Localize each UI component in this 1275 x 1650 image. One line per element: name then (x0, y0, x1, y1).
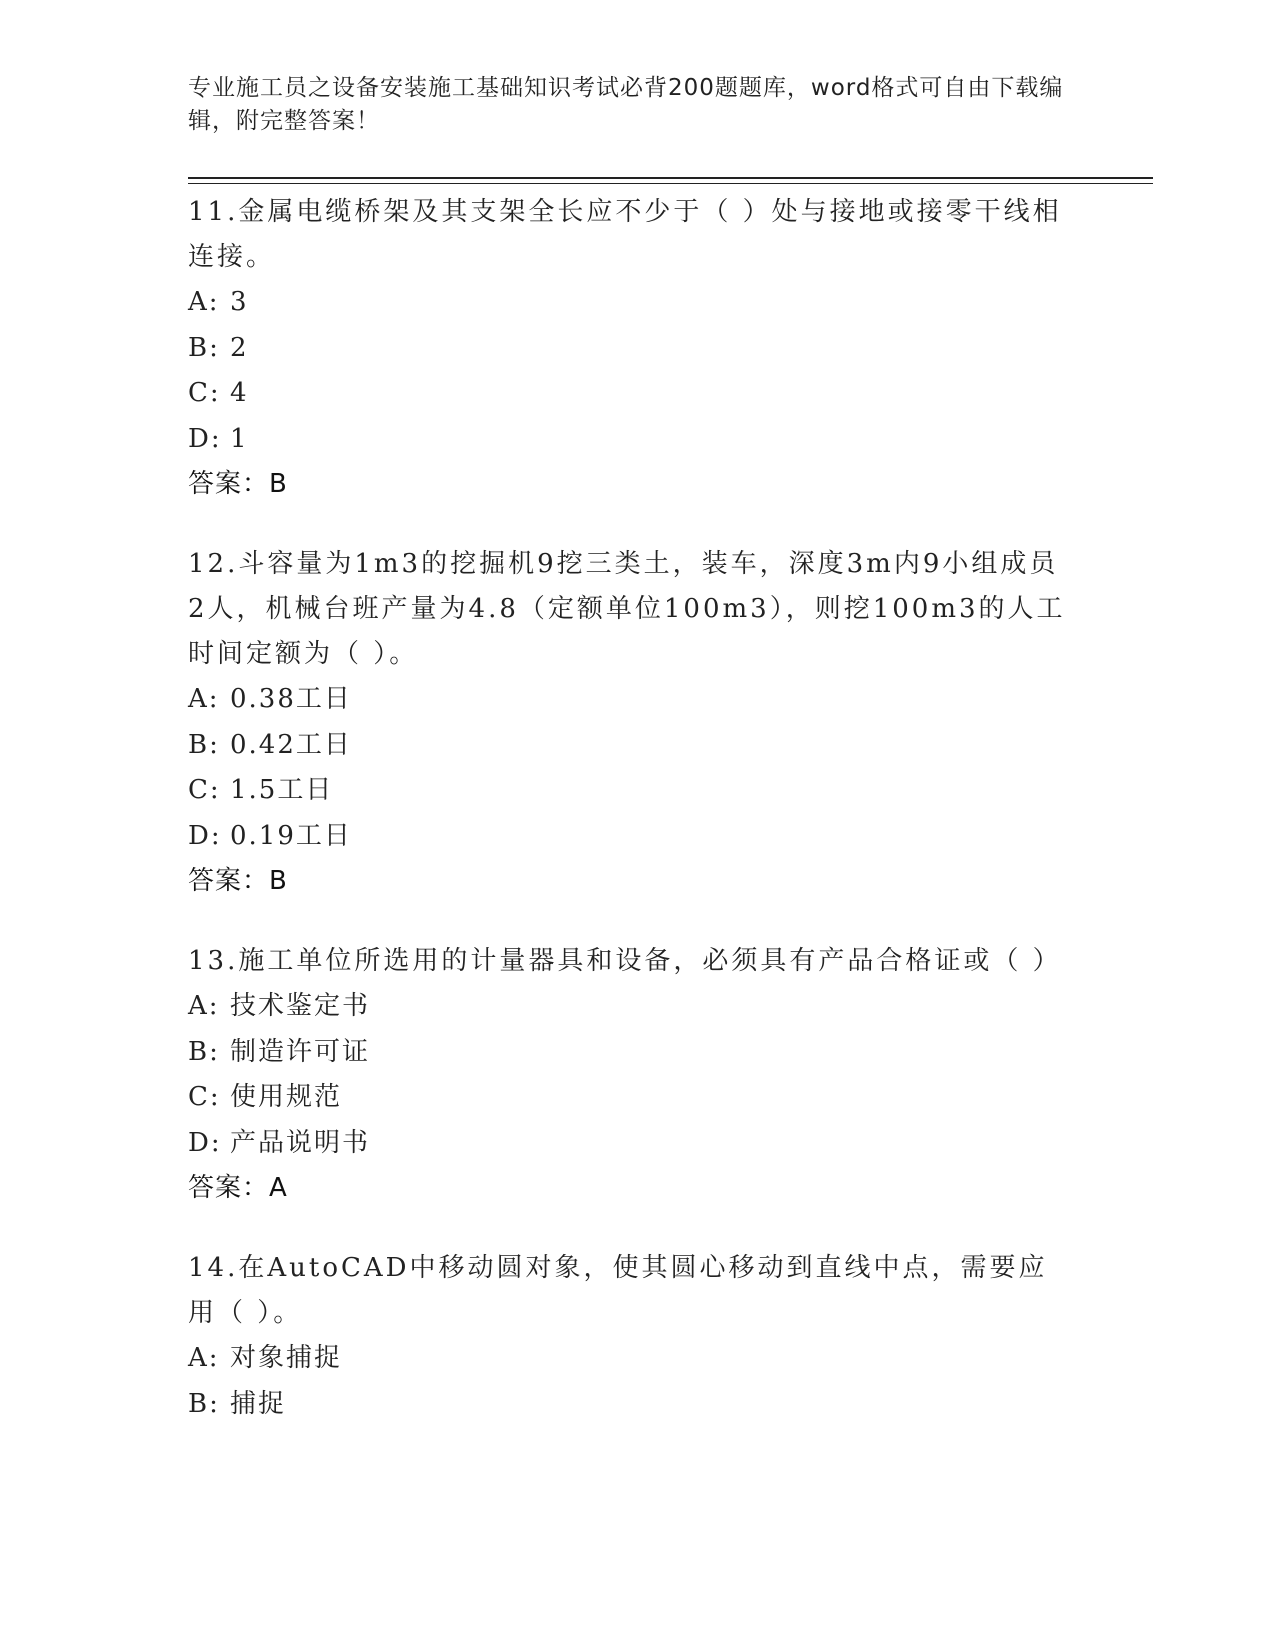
question-text: 12.斗容量为1m3的挖掘机9挖三类土，装车，深度3m内9小组成员2人，机械台班产量为4.8（定额单位100m3），则挖100m3的人工时间定额为（ ）。 (188, 549, 1066, 669)
option-c (188, 768, 1068, 814)
option-d (188, 417, 1068, 463)
option-value: 0.38工日 (230, 684, 352, 714)
option-value: 2 (230, 332, 249, 363)
option-key: C: (188, 378, 221, 408)
option-value: 1 (230, 423, 249, 454)
option-value: 产品说明书 (230, 1127, 371, 1158)
option-value: 技术鉴定书 (230, 991, 371, 1021)
document-header: 专业施工员之设备安装施工基础知识考试必背200题题库，word格式可自由下载编辑，附完整答案！ (188, 75, 1064, 134)
option-value: 捕捉 (230, 1388, 287, 1419)
option-a (188, 280, 1068, 326)
option-value: 对象捕捉 (230, 1343, 343, 1373)
question-text: 13.施工单位所选用的计量器具和设备，必须具有产品合格证或（ ） (188, 946, 1062, 976)
option-value: 制造许可证 (230, 1036, 371, 1067)
option-value: 4 (230, 378, 249, 408)
header-divider-thick (188, 177, 1153, 179)
option-b (188, 1030, 1068, 1076)
header-divider-thin (188, 183, 1153, 184)
option-key: D: (188, 1127, 222, 1158)
option-key: D: (188, 820, 222, 851)
option-key: A: (188, 287, 220, 317)
option-key: A: (188, 1343, 220, 1373)
option-key: D: (188, 423, 222, 454)
option-d (188, 814, 1068, 860)
option-c (188, 371, 1068, 417)
answer-line: 答案：B (188, 866, 288, 896)
option-c (188, 1075, 1068, 1121)
question-12 (188, 542, 1068, 903)
option-value: 3 (230, 287, 249, 317)
option-key: C: (188, 1082, 221, 1112)
option-a (188, 677, 1068, 723)
option-b (188, 723, 1068, 769)
option-a (188, 1336, 1068, 1382)
option-value: 0.42工日 (230, 729, 352, 760)
option-key: C: (188, 775, 221, 805)
option-key: A: (188, 684, 220, 714)
question-14 (188, 1246, 1068, 1427)
question-list (188, 190, 1068, 1463)
option-key: B: (188, 1036, 220, 1067)
option-b (188, 326, 1068, 372)
option-key: B: (188, 332, 220, 363)
question-13 (188, 939, 1068, 1210)
question-11 (188, 190, 1068, 506)
option-d (188, 1121, 1068, 1167)
option-key: B: (188, 1388, 220, 1419)
option-key: B: (188, 729, 220, 760)
answer-line: 答案：A (188, 1173, 288, 1203)
option-key: A: (188, 991, 220, 1021)
answer-line: 答案：B (188, 469, 288, 499)
option-value: 0.19工日 (230, 820, 352, 851)
question-text: 11.金属电缆桥架及其支架全长应不少于（ ）处与接地或接零干线相连接。 (188, 197, 1062, 272)
option-b (188, 1382, 1068, 1428)
option-value: 使用规范 (230, 1082, 343, 1112)
option-value: 1.5工日 (230, 775, 334, 805)
option-a (188, 984, 1068, 1030)
question-text: 14.在AutoCAD中移动圆对象，使其圆心移动到直线中点，需要应用（ ）。 (188, 1253, 1048, 1328)
